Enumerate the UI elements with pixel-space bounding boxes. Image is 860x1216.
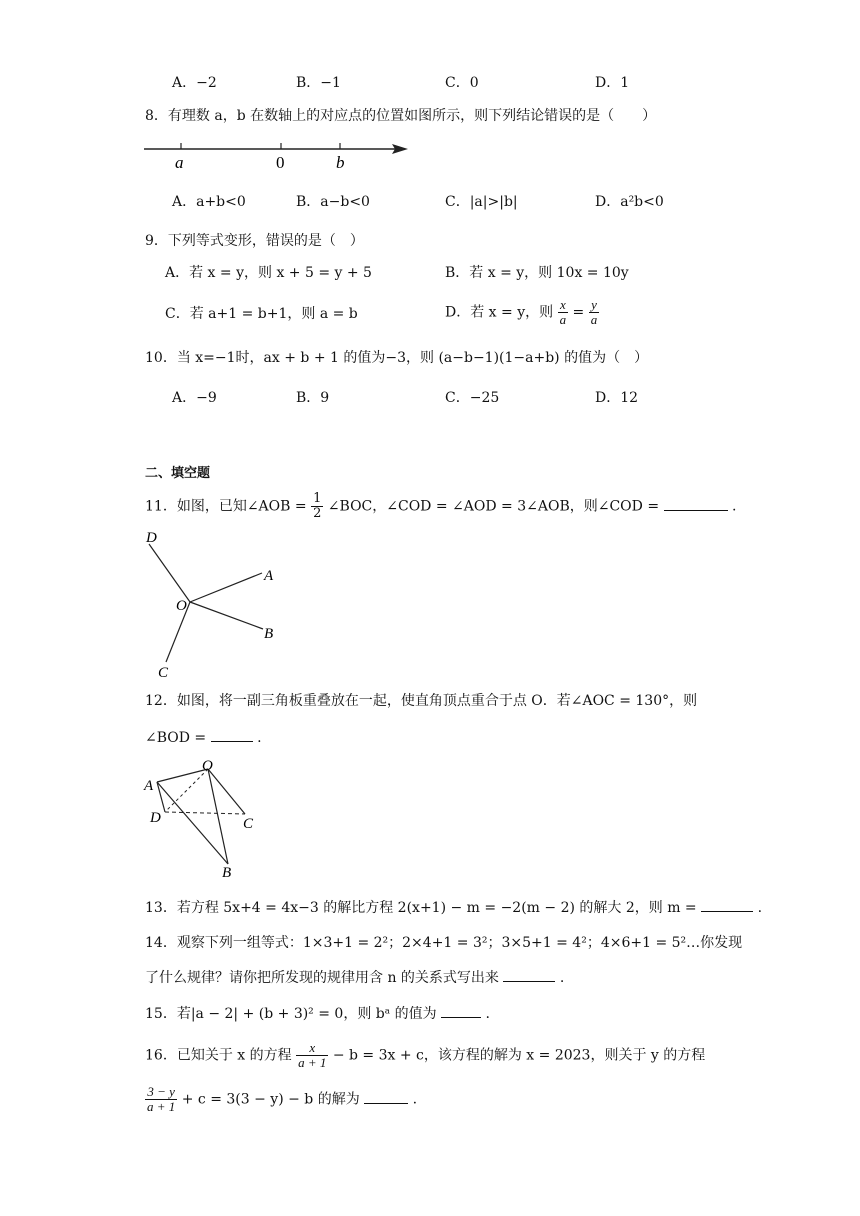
fraction-numerator: 3 − y — [145, 1085, 177, 1100]
q15-stem-text: 15．若|a − 2| + (b + 3)² = 0，则 bᵃ 的值为 — [145, 1006, 437, 1022]
q16-line1-prefix: 16．已知关于 x 的方程 — [145, 1047, 292, 1064]
q7-option-d: D．1 — [595, 75, 630, 91]
q10-option-b: B．9 — [296, 390, 330, 406]
segment-dc — [165, 812, 245, 814]
label-o: O — [202, 758, 213, 774]
label-c: C — [243, 816, 254, 832]
fraction-denominator: a + 1 — [147, 1099, 176, 1114]
triangle-set-figure-q12 — [140, 756, 270, 882]
segment-oc — [208, 769, 245, 814]
q9-stem: 9．下列等式变形，错误的是（ ） — [145, 233, 364, 249]
q14-line1: 14．观察下列一组等式：1×3+1 = 2²；2×4+1 = 3²；3×5+1 = 4²；4×6+1 = 5²…你发现 — [145, 935, 743, 951]
answer-blank[interactable] — [211, 727, 253, 742]
label-a: A — [144, 778, 154, 794]
axis-label-a: a — [175, 153, 184, 172]
q16-line1-suffix: − b = 3x + c，该方程的解为 x = 2023，则关于 y 的方程 — [332, 1047, 706, 1064]
q10-option-a: A．−9 — [172, 390, 217, 406]
axis-label-zero: 0 — [276, 153, 285, 172]
ray-od — [149, 544, 190, 602]
answer-blank[interactable] — [701, 897, 753, 912]
q15-end: . — [485, 1006, 490, 1022]
fraction-denominator: 2 — [313, 506, 322, 521]
label-d: D — [150, 810, 161, 826]
q7-option-c: C．0 — [445, 75, 479, 91]
q14-line2 — [145, 967, 564, 987]
axis-label-b: b — [336, 153, 345, 172]
fraction-x-over-a — [558, 298, 569, 327]
fraction-one-half — [311, 492, 323, 521]
q8-option-d: D．a²b<0 — [595, 194, 664, 210]
q9-option-a: A．若 x = y，则 x + 5 = y + 5 — [165, 265, 372, 281]
q7-option-b: B．−1 — [296, 75, 341, 91]
q8-stem: 8．有理数 a，b 在数轴上的对应点的位置如图所示，则下列结论错误的是（ ） — [145, 108, 657, 124]
fraction-numerator: x — [558, 298, 569, 313]
segment-ab — [157, 782, 228, 864]
q12-end: . — [257, 730, 262, 746]
q12-line2-text: ∠BOD = — [145, 730, 207, 746]
equals-sign: = — [572, 304, 585, 321]
fraction-numerator: 1 — [313, 491, 322, 506]
q10-stem: 10．当 x=−1时，ax + b + 1 的值为−3，则 (a−b−1)(1−a+b) 的值为（ ） — [145, 350, 649, 366]
q11-stem-prefix: 11．如图，已知∠AOB = — [145, 498, 307, 515]
answer-blank[interactable] — [664, 496, 728, 511]
q11-stem — [145, 492, 736, 521]
q9-option-c: C．若 a+1 = b+1，则 a = b — [165, 306, 358, 322]
answer-blank[interactable] — [364, 1089, 408, 1104]
fraction-denominator: a — [559, 312, 567, 327]
q16-line2-suffix: + c = 3(3 − y) − b 的解为 — [181, 1091, 360, 1108]
q10-option-d: D．12 — [595, 390, 639, 406]
q11-stem-suffix: ∠BOC，∠COD = ∠AOD = 3∠AOB，则∠COD = — [327, 498, 660, 515]
q12-line1: 12．如图，将一副三角板重叠放在一起，使直角顶点重合于点 O．若∠AOC = 130°，则 — [145, 693, 698, 709]
label-b: B — [264, 626, 274, 642]
label-d: D — [146, 530, 157, 546]
fraction-denominator: a + 1 — [298, 1055, 327, 1070]
q10-option-c: C．−25 — [445, 390, 500, 406]
q8-option-c: C．|a|>|b| — [445, 194, 518, 210]
label-b: B — [222, 865, 232, 881]
q16-line1 — [145, 1041, 705, 1070]
segment-od — [165, 769, 208, 812]
segment-ob — [208, 769, 228, 864]
number-line-figure — [140, 138, 415, 174]
label-c: C — [158, 665, 169, 681]
q15-stem — [145, 1003, 490, 1023]
fraction-x-over-a-plus-1 — [296, 1041, 328, 1070]
answer-blank[interactable] — [441, 1003, 481, 1018]
fraction-3-minus-y-over-a-plus-1 — [145, 1085, 177, 1114]
q9-option-d — [445, 298, 599, 327]
q13-stem — [145, 897, 762, 917]
label-a: A — [264, 568, 274, 584]
q7-option-a: A．−2 — [172, 75, 217, 91]
q12-line2 — [145, 727, 262, 747]
ray-oa — [190, 573, 262, 602]
q8-option-a: A．a+b<0 — [172, 194, 246, 210]
fraction-numerator: x — [296, 1041, 328, 1056]
q14-end: . — [559, 970, 565, 986]
q9-option-b: B．若 x = y，则 10x = 10y — [445, 265, 629, 281]
q13-end: . — [757, 900, 763, 916]
q13-stem-text: 13．若方程 5x+4 = 4x−3 的解比方程 2(x+1) − m = −2(m − 2) 的解大 2，则 m = — [145, 900, 697, 916]
q8-option-b: B．a−b<0 — [296, 194, 370, 210]
fraction-denominator: a — [590, 312, 598, 327]
ray-ob — [190, 602, 263, 629]
q16-line2 — [145, 1085, 417, 1114]
segment-oa — [157, 769, 208, 782]
q9-option-d-prefix: D．若 x = y，则 — [445, 304, 554, 321]
q11-end: . — [731, 498, 737, 515]
answer-blank[interactable] — [503, 967, 555, 982]
label-o: O — [176, 598, 187, 614]
fraction-numerator: y — [589, 298, 600, 313]
angle-figure-q11 — [140, 526, 300, 682]
section-title: 二、填空题 — [145, 466, 211, 481]
fraction-y-over-a — [589, 298, 600, 327]
q16-end: . — [412, 1091, 418, 1108]
q14-line2-text: 了什么规律？请你把所发现的规律用含 n 的关系式写出来 — [145, 970, 499, 986]
